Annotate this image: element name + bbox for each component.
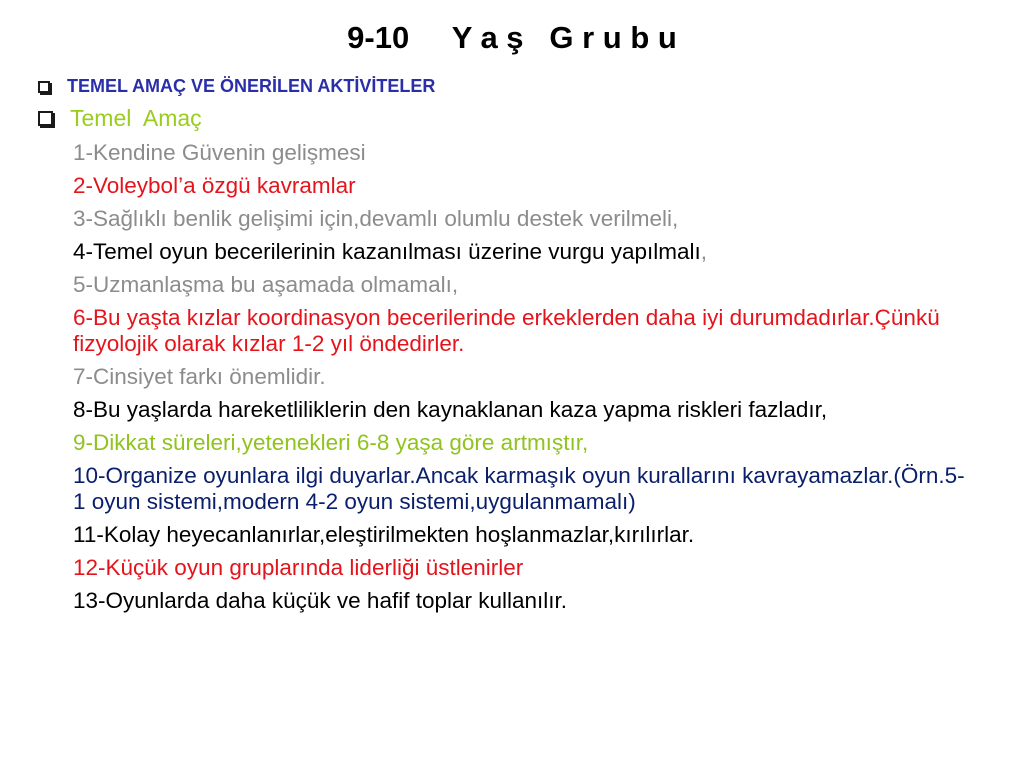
section-heading: TEMEL AMAÇ VE ÖNERİLEN AKTİVİTELER <box>67 76 436 96</box>
list-item-text: 12-Küçük oyun gruplarında liderliği üstlenirler <box>73 555 524 580</box>
list-item-text: 2-Voleybol’a özgü kavramlar <box>73 173 356 198</box>
list-item-text: 5-Uzmanlaşma bu aşamada olmamalı, <box>73 272 459 297</box>
slide-title: 9-10 Y a ş G r u b u <box>347 20 677 55</box>
list-item-text: 4-Temel oyun becerilerinin kazanılması üzerine vurgu yapılmalı <box>73 239 701 264</box>
list-item-text: 8-Bu yaşlarda hareketliliklerin den kaynaklanan kaza yapma riskleri fazladır, <box>73 397 828 422</box>
checkbox-bullet-icon <box>38 81 50 93</box>
sub-heading: Temel Amaç <box>70 105 202 131</box>
goal-list <box>73 140 973 621</box>
list-item <box>73 140 973 166</box>
list-item <box>73 430 973 456</box>
section-heading-row <box>38 76 435 97</box>
list-item <box>73 555 973 581</box>
list-item <box>73 463 973 515</box>
list-item-text: 13-Oyunlarda daha küçük ve hafif toplar kullanılır. <box>73 588 568 613</box>
list-item-text: 10-Organize oyunlara ilgi duyarlar.Ancak karmaşık oyun kurallarını kavrayamazlar.(Örn.5-1 oyun sistemi,modern 4-2 oyun sistemi,uygulanmamalı) <box>73 463 965 514</box>
list-item <box>73 272 973 298</box>
list-item-text: 7-Cinsiyet farkı önemlidir. <box>73 364 326 389</box>
list-item-text: 6-Bu yaşta kızlar koordinasyon becerilerinde erkeklerden daha iyi durumdadırlar.Çünkü fizyolojik olarak kızlar 1-2 yıl öndedirler. <box>73 305 940 356</box>
sub-heading-row <box>38 105 202 132</box>
checkbox-bullet-icon <box>38 111 53 126</box>
list-item <box>73 364 973 390</box>
list-item <box>73 173 973 199</box>
list-item-text: 9-Dikkat süreleri,yetenekleri 6-8 yaşa göre artmıştır, <box>73 430 589 455</box>
list-item <box>73 397 973 423</box>
list-item <box>73 588 973 614</box>
list-item-text: 3-Sağlıklı benlik gelişimi için,devamlı olumlu destek verilmeli, <box>73 206 679 231</box>
list-item-suffix: , <box>700 239 708 264</box>
list-item <box>73 239 973 265</box>
list-item <box>73 206 973 232</box>
list-item-text: 11-Kolay heyecanlanırlar,eleştirilmekten hoşlanmazlar,kırılırlar. <box>73 522 695 547</box>
list-item <box>73 305 973 357</box>
list-item-text: 1-Kendine Güvenin gelişmesi <box>73 140 366 165</box>
list-item <box>73 522 973 548</box>
